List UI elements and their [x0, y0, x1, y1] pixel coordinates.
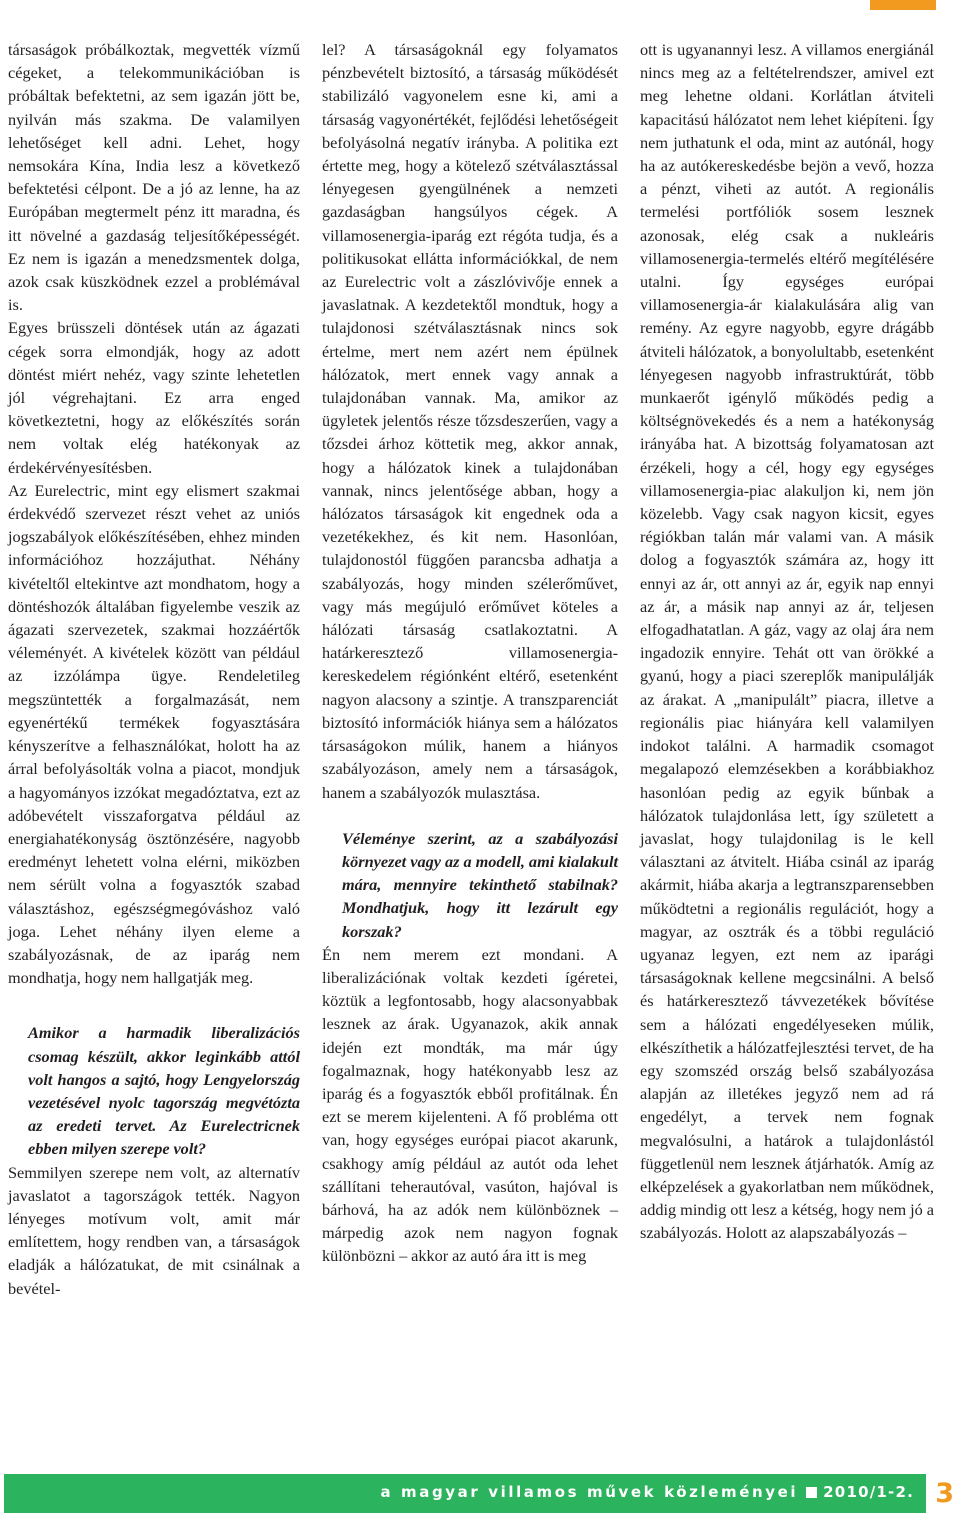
text-column-3 [640, 38, 934, 1245]
paragraph: Én nem merem ezt mondani. A liberalizációnak voltak kezdeti ígéretei, köztük a legfontosabb, hogy alacsonyabbak lesznek az árak. Ugyanazok, akik annak idején ezt mondták, ma már úgy fogalmaznak, hogy hatékonyabb lesz az iparág és a fogyasztók ebből profitálnak. Én ezt se merem kijelenteni. A fő probléma ott van, hogy egységes európai piacot akarunk, csakhogy amíg például az autót oda lehet szállítani teherautóval, vasúton, hajóval is bárhová, ha az adók nem különböznek – márpedig azok nem nagyon fognak különbözni – akkor az autó ára itt is meg [322, 944, 618, 1266]
paragraph: Egyes brüsszeli döntések után az ágazati cégek sorra elmondják, hogy az adott döntést miért nehéz, vagy szinte lehetetlen jól végrehajtani. Ez arra enged következtetni, hogy az előkészítés során nem voltak elég hatékonyak az érdekérvényesítésben. [8, 318, 300, 477]
page-number: 3 [935, 1478, 954, 1509]
paragraph: társaságok próbálkoztak, megvették vízmű cégeket, a telekommunikációban is próbáltak befektetni, az sem igazán jött be, nyilván más szakma. De valamilyen lehetőséget kell adni. Lehet, hogy nemsokára Kína, India lesz a következő befektetési célpont. De a jó az lenne, ha az Európában megtermelt pénz itt maradna, és itt növelné a gazdaság teljesítőképességét. Ez nem is igazán a menedzsmentek dolga, azok csak küszködnek ezzel a problémával is. [8, 40, 300, 315]
interview-question: Véleménye szerint, az a szabályozási környezet vagy az a modell, ami kialakult mára, mennyire tekinthető stabilnak? Mondhatjuk, hogy itt lezárult egy korszak? [342, 828, 618, 941]
interview-question: Amikor a harmadik liberalizációs csomag készült, akkor leginkább attól volt hangos a sajtó, hogy Lengyelország vezetésével nyolc tagország megvétózta az eredeti tervet. Az Eurelectricnek ebben milyen szerepe volt? [28, 1023, 300, 1159]
paragraph: Semmilyen szerepe nem volt, az alternatív javaslatot a tagországok tették. Nagyon lényeges motívum volt, amit már említettem, hogy rendben van, a társaságok eladják a hálózatukat, de mit csinálnak a bevétel- [8, 1162, 300, 1298]
top-accent-bar [870, 0, 936, 10]
footer-publication-line [380, 1483, 914, 1501]
text-column-2 [322, 38, 618, 1268]
issue-number: 2010/1-2. [823, 1483, 914, 1501]
paragraph: ott is ugyanannyi lesz. A villamos energiánál nincs meg az a feltételrendszer, amivel ezt meg lehetne oldani. Korlátlan átviteli kapacitású hálózatot nem lehet kiépíteni. Így nem juthatunk el oda, mint az autónál, hogy ha az autókereskedésbe bejön a vevő, hozza a pénzt, viheti az autót. A regionális termelési portfóliók sosem lesznek azonosak, elég csak a nukleáris villamosenergia-termelés eltérő megítélésére utalni. Így egységes európai villamosenergia-ár kialakulására alig van remény. Az egyre nagyobb, egyre drágább átviteli hálózatok, a bonyolultabb, esetenként lényegesen nagyobb infrastruktúrát, több munkaerőt igénylő működés pedig a költségnövekedés és a nem a hatékonyság irányába hat. A bizottság folyamatosan azt érzékeli, hogy a cél, hogy egy egységes villamosenergia-piac alakuljon ki, nem jön közelebb. Vagy csak nagyon kicsit, egyes régiókban talán már valami van. A másik dolog a fogyasztók számára az, hogy itt ennyi az ár, ott annyi az ár, egyik nap ennyi az ár, a másik nap annyi az ár, teljesen elfogadhatatlan. A gáz, vagy az olaj ára nem ingadozik ennyire. Tehát ott van örökké a gyanú, hogy a piaci szereplők manipulálják az árakat. A „manipulált” piacra, illetve a regionális piac hiányára kell valamilyen indokot találni. A harmadik csomagot megalapozó elemzésekben a korábbiakhoz hasonlóan pedig az egyik bűnbak a hálózatok tulajdonlása lett, így született a javaslat, hogy tulajdonilag is le kell választani az átvitelt. Hiába csinál az iparág akármit, hiába akarja a legtranszparensebben működtetni a regionális regulációt, hogy a magyar, az osztrák és a többi reguláció ugyanaz legyen, ezt nem az iparági társaságoknak kellene megcsinálni. A belső és határkeresztező távvezetékek bővítése sem a hálózati engedélyeseken múlik, elkészíthetik a hálózatfejlesztési tervet, de ha egy szomszéd ország belső szabályozása alapján az illetékes jegyző nem ad rá engedélyt, a tervek nem fognak megvalósulni, a határok a tulajdonlástól függetlenül nem lesznek átjárhatók. Amíg az elképzelések a gyakorlatban nem működnek, addig mindig ott lesz a kétség, hogy nem jó a szabályozás. Holott az alapszabályozás – [640, 40, 934, 1243]
text-column-1 [8, 38, 300, 1300]
publication-title: a magyar villamos művek közleményei [380, 1483, 799, 1501]
article-body [0, 38, 960, 1458]
paragraph: lel? A társaságoknál egy folyamatos pénzbevételt biztosító, a társaság működését stabilizáló vagyonelem esne ki, ami a társaság vagyonértékét, fejlődési lehetőségeit befolyásolná negatív irányba. A politika ezt értette meg, hogy a kötelező szétválasztással lényegesen gyengülnének a nemzeti gazdaságban hangsúlyos cégek. A villamosenergia-iparág ezt régóta tudja, és a politikusokat ellátta információkkal, de nem az Eurelectric volt a zászlóvivője ennek a javaslatnak. A kezdetektől mondtuk, hogy a tulajdonosi szétválasztásnak nincs sok értelme, mert nem azért nem épülnek hálózatok, mert ennek vagy annak a tulajdonában vannak. Ma, amikor az ügyletek jelentős része tőzsdeszerűen, vagy a tőzsdei árhoz köttetik meg, akkor annak, hogy a hálózatok kinek a tulajdonában vannak, nincs jelentősége abban, hogy a hálózatos társaságok kit engednek oda a vezetékekhez, és kit nem. Hasonlóan, tulajdonostól függően parancsba adhatja a szabályozás, hogy minden szélerőművet, vagy más megújuló erőművet köteles a hálózati társaság csatlakoztatni. A határkeresztező villamosenergia-kereskedelem régiónként eltérő, esetenként nagyon alacsony a szintje. A transzparenciát biztosító információk hiánya sem a hálózatos társaságokon múlik, hanem a hiányos szabályozáson, amely nem a társaságok, hanem a szabályozók mulasztása. [322, 40, 618, 802]
page-footer [0, 1474, 960, 1513]
paragraph: Az Eurelectric, mint egy elismert szakmai érdekvédő szervezet részt vehet az uniós jogszabályok előkészítésében, ehhez minden információhoz hozzájuthat. Néhány kivételtől eltekintve azt mondhatom, hogy a döntéshozók általában figyelembe veszik az ágazati szervezetek, szakmai hozzáértők véleményét. A kivételek között van például az izzólámpa ügye. Rendeletileg megszüntették a forgalmazását, nem egyenértékű termékek fogyasztására kényszerítve a felhasználókat, holott ha az árral befolyásolták volna a piacot, mondjuk a hagyományos izzókat megadóztatva, ezt az adóbevételt visszaforgatva például az energiahatékonyság ösztönzésére, nagyobb eredményt lehetett volna elérni, miközben nem sérült volna a fogyasztók szabad választáshoz, egészségmegóváshoz való joga. Lehet néhány ilyen eleme a szabályozásnak, de az iparág nem mondhatja, hogy nem hallgatják meg. [8, 480, 300, 988]
square-bullet-icon [806, 1487, 817, 1498]
